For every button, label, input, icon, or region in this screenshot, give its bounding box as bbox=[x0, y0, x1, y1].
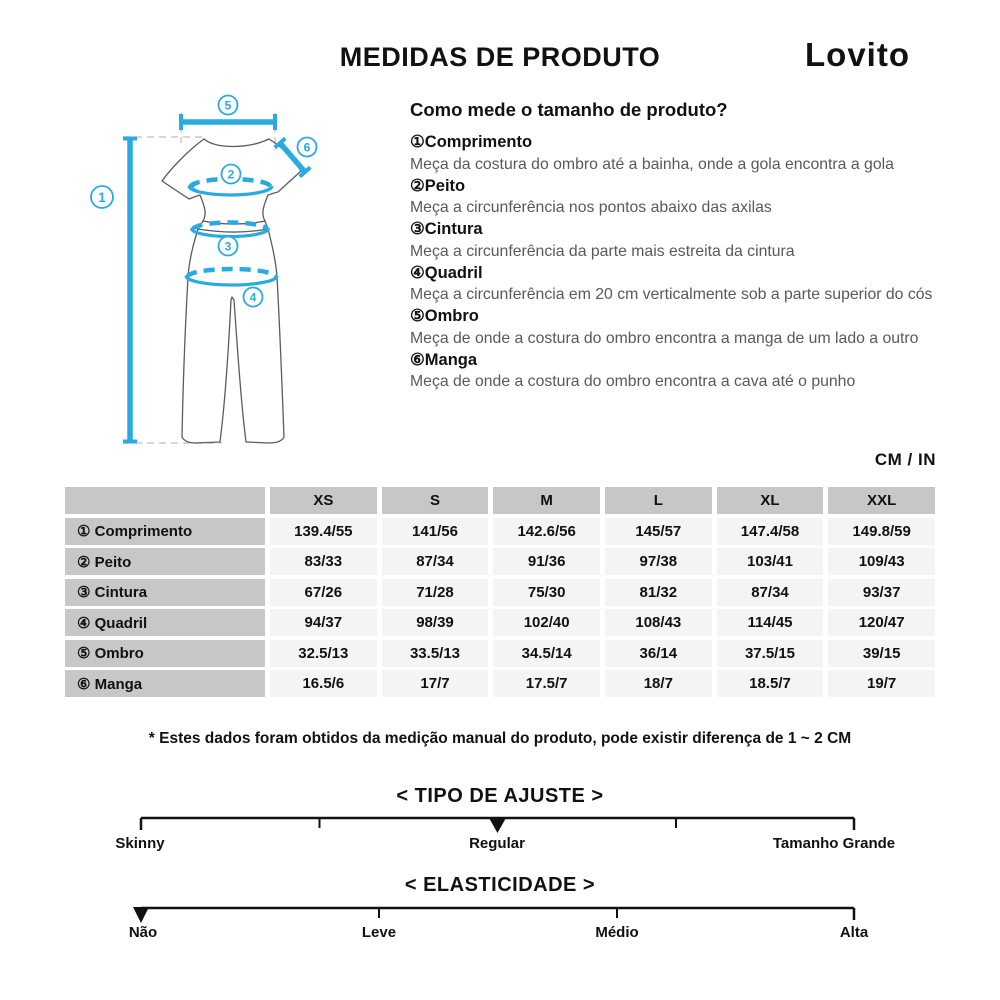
elasticity-label-alta: Alta bbox=[839, 924, 869, 941]
svg-text:4: 4 bbox=[249, 290, 257, 305]
instruction-description: Meça a circunferência da parte mais estreita da cintura bbox=[410, 242, 795, 260]
diagram-guide-lines bbox=[123, 113, 275, 443]
instructions-heading: Como mede o tamanho de produto? bbox=[410, 99, 728, 120]
instruction-label: ①Comprimento bbox=[410, 133, 533, 151]
table-row-label: ③ Cintura bbox=[65, 579, 265, 606]
table-col-header: M bbox=[493, 487, 600, 514]
elasticity-label-leve: Leve bbox=[361, 924, 397, 941]
table-cell: 18/7 bbox=[605, 670, 712, 697]
svg-text:2: 2 bbox=[227, 167, 235, 182]
table-row-label: ④ Quadril bbox=[65, 609, 265, 636]
svg-text:5: 5 bbox=[224, 98, 232, 113]
measurement-instructions bbox=[410, 99, 938, 393]
table-cell: 108/43 bbox=[605, 609, 712, 636]
table-cell: 139.4/55 bbox=[270, 518, 377, 545]
table-cell: 93/37 bbox=[828, 579, 935, 606]
table-cell: 67/26 bbox=[270, 579, 377, 606]
instruction-label: ③Cintura bbox=[410, 220, 483, 238]
svg-text:3: 3 bbox=[224, 239, 232, 254]
table-cell: 75/30 bbox=[493, 579, 600, 606]
brand-logo: Lovito bbox=[805, 36, 910, 73]
diagram-markers bbox=[91, 96, 317, 307]
waist-measure-ellipse bbox=[193, 223, 267, 230]
table-cell: 81/32 bbox=[605, 579, 712, 606]
table-cell: 142.6/56 bbox=[493, 518, 600, 545]
garment-measurement-diagram bbox=[60, 85, 400, 465]
page-title: MEDIDAS DE PRODUTO bbox=[339, 42, 661, 72]
fit-label-regular: Regular bbox=[469, 835, 525, 852]
table-cell: 17/7 bbox=[382, 670, 489, 697]
table-cell: 37.5/15 bbox=[717, 640, 824, 667]
table-cell: 94/37 bbox=[270, 609, 377, 636]
instruction-label: ④Quadril bbox=[410, 263, 483, 282]
measurement-disclaimer: * Estes dados foram obtidos da medição manual do produto, pode existir diferença de 1 ~ 2 CM bbox=[148, 730, 852, 747]
marker-1-icon bbox=[91, 186, 113, 208]
fit-scale-heading: < TIPO DE AJUSTE > bbox=[396, 785, 604, 807]
elasticity-label-medio: Médio bbox=[595, 924, 639, 941]
table-cell: 87/34 bbox=[382, 548, 489, 575]
table-cell: 32.5/13 bbox=[270, 640, 377, 667]
table-cell: 149.8/59 bbox=[828, 518, 935, 545]
table-row-label: ① Comprimento bbox=[65, 518, 265, 545]
instruction-description: Meça da costura do ombro até a bainha, onde a gola encontra a gola bbox=[410, 155, 894, 173]
table-col-header: XXL bbox=[828, 487, 935, 514]
table-cell: 39/15 bbox=[828, 640, 935, 667]
instruction-description: Meça de onde a costura do ombro encontra a cava até o punho bbox=[410, 373, 856, 390]
table-col-header: L bbox=[605, 487, 712, 514]
table-col-header: XS bbox=[270, 487, 377, 514]
table-cell: 34.5/14 bbox=[493, 640, 600, 667]
jumpsuit-outline bbox=[162, 139, 301, 443]
table-row-label: ⑥ Manga bbox=[65, 670, 265, 697]
table-cell: 98/39 bbox=[382, 609, 489, 636]
table-cell: 120/47 bbox=[828, 609, 935, 636]
table-cell: 83/33 bbox=[270, 548, 377, 575]
table-cell: 103/41 bbox=[717, 548, 824, 575]
fit-scale bbox=[100, 804, 900, 838]
fit-label-skinny: Skinny bbox=[115, 835, 165, 852]
table-col-header: XL bbox=[717, 487, 824, 514]
marker-6-icon bbox=[298, 138, 317, 157]
table-cell: 18.5/7 bbox=[717, 670, 824, 697]
instruction-label: ⑥Manga bbox=[410, 350, 478, 369]
elasticity-scale-heading: < ELASTICIDADE > bbox=[404, 874, 596, 896]
table-row-label: ② Peito bbox=[65, 548, 265, 575]
instruction-description: Meça a circunferência nos pontos abaixo das axilas bbox=[410, 199, 772, 216]
fit-label-tamanho-grande: Tamanho Grande bbox=[772, 835, 896, 852]
table-cell: 19/7 bbox=[828, 670, 935, 697]
table-cell: 109/43 bbox=[828, 548, 935, 575]
marker-5-icon bbox=[219, 96, 238, 115]
instruction-label: ②Peito bbox=[410, 176, 466, 195]
table-cell: 141/56 bbox=[382, 518, 489, 545]
table-cell: 16.5/6 bbox=[270, 670, 377, 697]
table-corner-cell bbox=[65, 487, 265, 514]
hip-measure-ellipse bbox=[188, 269, 276, 277]
table-cell: 71/28 bbox=[382, 579, 489, 606]
instruction-description: Meça a circunferência em 20 cm verticalmente sob a parte superior do cós bbox=[410, 286, 933, 303]
marker-4-icon bbox=[244, 288, 263, 307]
table-col-header: S bbox=[382, 487, 489, 514]
table-cell: 114/45 bbox=[717, 609, 824, 636]
instruction-label: ⑤Ombro bbox=[410, 307, 479, 325]
marker-3-icon bbox=[219, 237, 238, 256]
table-cell: 91/36 bbox=[493, 548, 600, 575]
table-cell: 145/57 bbox=[605, 518, 712, 545]
marker-2-icon bbox=[222, 165, 241, 184]
instruction-description: Meça de onde a costura do ombro encontra a manga de um lado a outro bbox=[410, 329, 919, 347]
elasticity-scale bbox=[100, 894, 900, 928]
elasticity-label-nao: Não bbox=[128, 924, 158, 941]
table-row-label: ⑤ Ombro bbox=[65, 640, 265, 667]
table-cell: 33.5/13 bbox=[382, 640, 489, 667]
svg-text:6: 6 bbox=[303, 140, 311, 155]
svg-text:1: 1 bbox=[98, 190, 106, 205]
instructions-list bbox=[410, 132, 938, 393]
elasticity-scale-marker-icon bbox=[133, 907, 149, 923]
table-cell: 147.4/58 bbox=[717, 518, 824, 545]
fit-scale-marker-icon bbox=[489, 817, 507, 833]
table-cell: 87/34 bbox=[717, 579, 824, 606]
table-cell: 97/38 bbox=[605, 548, 712, 575]
size-table bbox=[65, 487, 935, 697]
units-label: CM / IN bbox=[874, 450, 936, 469]
table-cell: 102/40 bbox=[493, 609, 600, 636]
table-cell: 17.5/7 bbox=[493, 670, 600, 697]
table-cell: 36/14 bbox=[605, 640, 712, 667]
